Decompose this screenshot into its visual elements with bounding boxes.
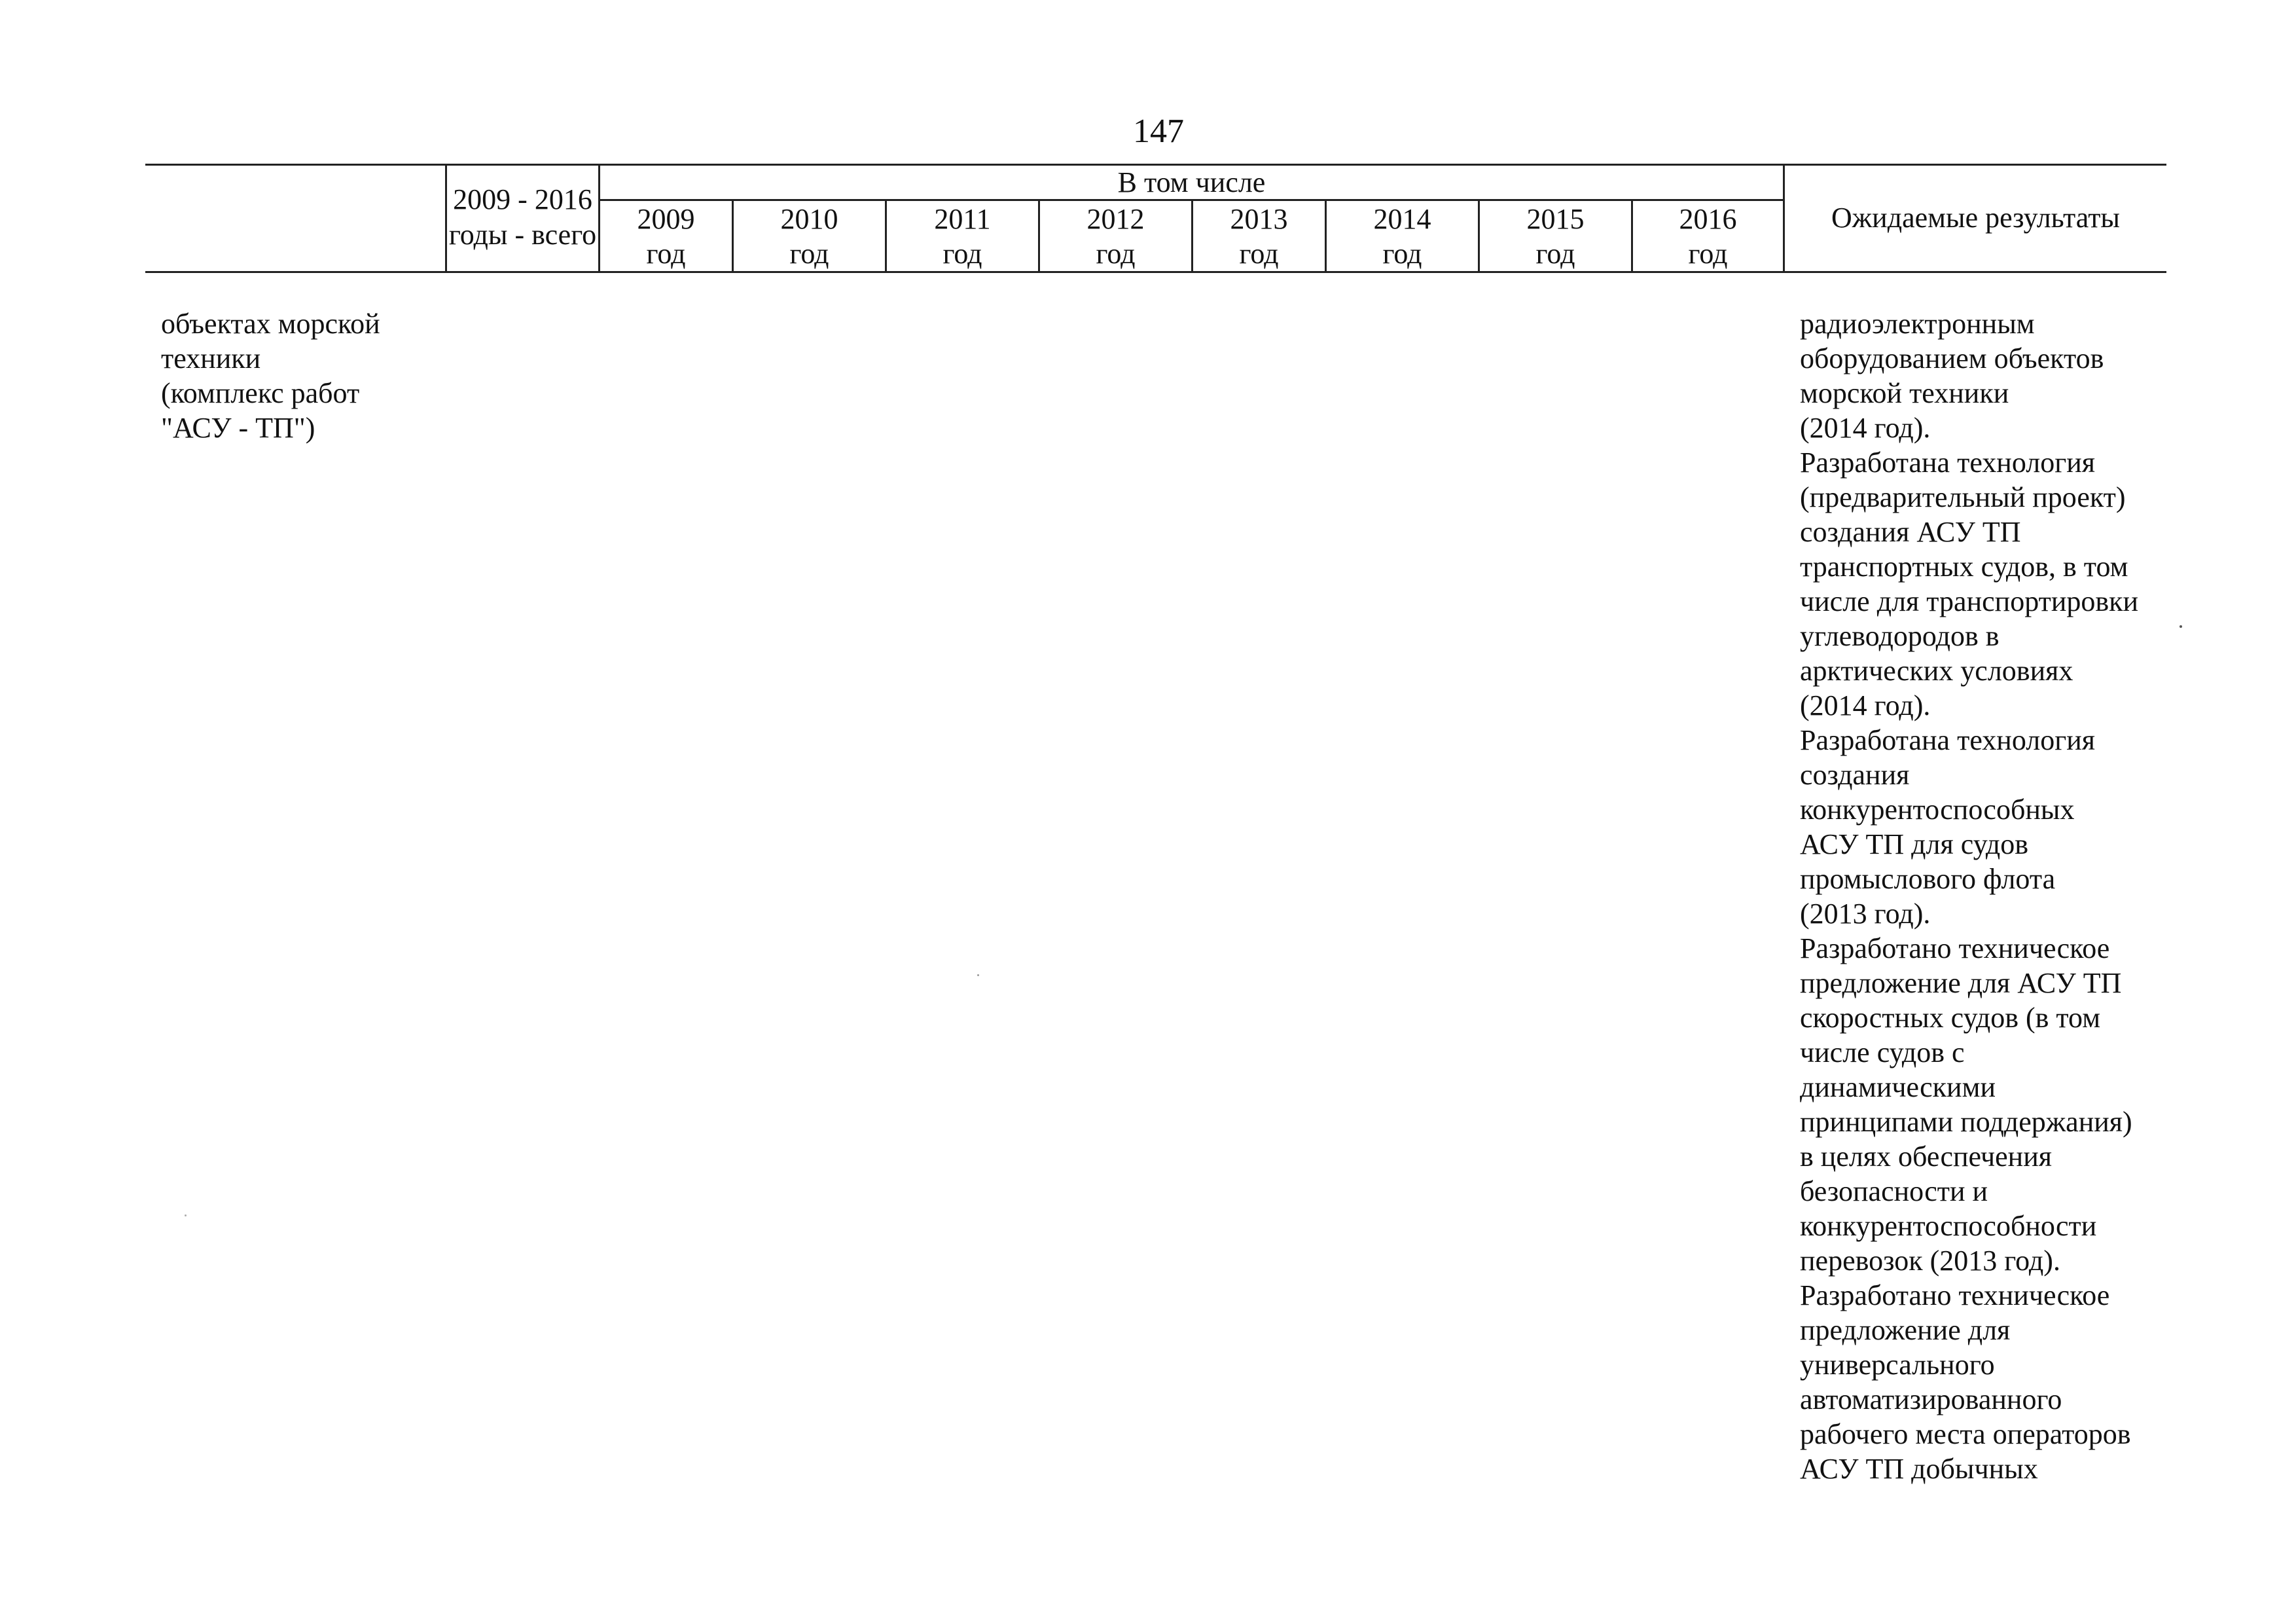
year-value: 2009: [637, 203, 695, 235]
year-value: 2016: [1679, 203, 1737, 235]
year-value: 2015: [1526, 203, 1585, 235]
year-unit: год: [1688, 238, 1728, 270]
page-number: 147: [1133, 113, 1184, 150]
total-period-line-2: годы - всего: [448, 219, 597, 251]
year-header-2015: [1480, 202, 1631, 271]
year-unit: год: [1239, 238, 1279, 270]
year-value: 2011: [934, 203, 991, 235]
year-header-2012: [1040, 202, 1191, 271]
header-bottom-rule: [145, 271, 2166, 273]
year-unit: год: [1535, 238, 1575, 270]
total-period-line-1: 2009 - 2016: [453, 183, 592, 215]
year-header-2013: [1193, 202, 1325, 271]
year-value: 2012: [1086, 203, 1145, 235]
year-unit: год: [789, 238, 829, 270]
year-header-2016: [1633, 202, 1783, 271]
scan-speck: [2179, 625, 2182, 628]
year-header-2011: [887, 202, 1038, 271]
scan-speck: [185, 1214, 187, 1216]
year-header-2010: [734, 202, 885, 271]
including-header: В том числе: [1117, 166, 1266, 198]
year-header-2009: [600, 202, 732, 271]
year-value: 2014: [1373, 203, 1431, 235]
year-unit: год: [1382, 238, 1422, 270]
year-header-2014: [1327, 202, 1478, 271]
activity-description: объектах морской техники (комплекс работ "АСУ - ТП"): [161, 308, 380, 444]
expected-results-text: радиоэлектронным оборудованием объектов морской техники (2014 год). Разработана технология (предварительный проект) создания АСУ ТП транспортных судов, в том числе для транспортировки углеводородов в арктических условиях (2014 год). Разработана технология создания конкурентоспособных АСУ ТП для судов промыслового флота (2013 год). Разработано техническое предложение для АСУ ТП скоростных судов (в том числе судов с динамическими принципами поддержания) в целях обеспечения безопасности и конкурентоспособности перевозок (2013 год). Разработано техническое предложение для универсального автоматизированного рабочего места операторов АСУ ТП добычных: [1800, 308, 2139, 1485]
year-unit: год: [646, 238, 686, 270]
scan-speck: [977, 974, 979, 976]
year-unit: год: [1096, 238, 1136, 270]
year-value: 2013: [1230, 203, 1288, 235]
year-unit: год: [942, 238, 982, 270]
total-period-header: [447, 182, 598, 253]
expected-results-header: Ожидаемые результаты: [1831, 202, 2120, 234]
year-value: 2010: [780, 203, 838, 235]
